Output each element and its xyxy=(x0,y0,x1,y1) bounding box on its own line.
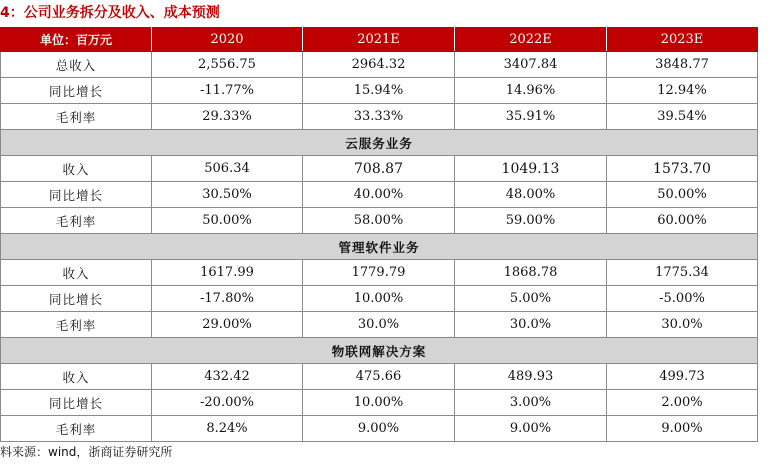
table-row xyxy=(1,182,758,208)
table-cell: 475.66 xyxy=(303,364,455,390)
table-cell: 29.00% xyxy=(152,312,303,338)
table-row xyxy=(1,364,758,390)
table-cell: 29.33% xyxy=(152,104,303,130)
table-cell: 3.00% xyxy=(455,390,607,416)
row-label: 同比增长 xyxy=(1,286,152,312)
table-cell: 9.00% xyxy=(455,416,607,442)
table-cell: 9.00% xyxy=(303,416,455,442)
table-cell: -5.00% xyxy=(607,286,758,312)
table-cell: -17.80% xyxy=(152,286,303,312)
table-cell: 1775.34 xyxy=(607,260,758,286)
row-label: 同比增长 xyxy=(1,182,152,208)
table-cell: 2964.32 xyxy=(303,52,455,78)
table-cell: 1573.70 xyxy=(607,156,758,182)
table-row xyxy=(1,416,758,442)
table-cell: 39.54% xyxy=(607,104,758,130)
table-cell: 2.00% xyxy=(607,390,758,416)
year-header: 2020 xyxy=(152,28,303,52)
table-row xyxy=(1,312,758,338)
section-title: 物联网解决方案 xyxy=(1,338,758,364)
row-label: 总收入 xyxy=(1,52,152,78)
row-label: 毛利率 xyxy=(1,312,152,338)
table-cell: 2,556.75 xyxy=(152,52,303,78)
table-cell: 10.00% xyxy=(303,286,455,312)
section-header-software xyxy=(1,234,758,260)
source-note: 料来源：wind，浙商证券研究所 xyxy=(0,445,173,459)
table-cell: 30.0% xyxy=(303,312,455,338)
row-label: 同比增长 xyxy=(1,78,152,104)
table-cell: 60.00% xyxy=(607,208,758,234)
table-row xyxy=(1,260,758,286)
table-cell: 30.50% xyxy=(152,182,303,208)
row-label: 同比增长 xyxy=(1,390,152,416)
table-cell: 432.42 xyxy=(152,364,303,390)
table-cell: 59.00% xyxy=(455,208,607,234)
table-cell: 9.00% xyxy=(607,416,758,442)
section-header-iot xyxy=(1,338,758,364)
header-row xyxy=(1,28,758,52)
year-header: 2022E xyxy=(455,28,607,52)
table-cell: 10.00% xyxy=(303,390,455,416)
table-row xyxy=(1,390,758,416)
forecast-table xyxy=(0,27,758,442)
row-label: 毛利率 xyxy=(1,208,152,234)
table-row xyxy=(1,104,758,130)
table-cell: 1779.79 xyxy=(303,260,455,286)
table-cell: 40.00% xyxy=(303,182,455,208)
row-label: 收入 xyxy=(1,364,152,390)
table-cell: -11.77% xyxy=(152,78,303,104)
table-cell: 1617.99 xyxy=(152,260,303,286)
table-cell: 30.0% xyxy=(607,312,758,338)
row-label: 收入 xyxy=(1,156,152,182)
table-cell: 5.00% xyxy=(455,286,607,312)
table-cell: 58.00% xyxy=(303,208,455,234)
table-cell: 50.00% xyxy=(607,182,758,208)
section-header-cloud xyxy=(1,130,758,156)
table-cell: 14.96% xyxy=(455,78,607,104)
table-cell: 506.34 xyxy=(152,156,303,182)
table-cell: 50.00% xyxy=(152,208,303,234)
year-header: 2023E xyxy=(607,28,758,52)
table-row xyxy=(1,286,758,312)
table-cell: -20.00% xyxy=(152,390,303,416)
table-cell: 708.87 xyxy=(303,156,455,182)
table-cell: 3407.84 xyxy=(455,52,607,78)
table-row xyxy=(1,156,758,182)
year-header: 2021E xyxy=(303,28,455,52)
table-title: 4：公司业务拆分及收入、成本预测 xyxy=(0,5,220,21)
table-row xyxy=(1,78,758,104)
row-label: 毛利率 xyxy=(1,416,152,442)
table-cell: 33.33% xyxy=(303,104,455,130)
table-cell: 12.94% xyxy=(607,78,758,104)
table-cell: 1868.78 xyxy=(455,260,607,286)
section-title: 管理软件业务 xyxy=(1,234,758,260)
table-cell: 1049.13 xyxy=(455,156,607,182)
table-cell: 499.73 xyxy=(607,364,758,390)
table-cell: 15.94% xyxy=(303,78,455,104)
table-cell: 35.91% xyxy=(455,104,607,130)
table-cell: 30.0% xyxy=(455,312,607,338)
table-row xyxy=(1,52,758,78)
unit-header: 单位：百万元 xyxy=(1,28,152,52)
table-cell: 3848.77 xyxy=(607,52,758,78)
row-label: 毛利率 xyxy=(1,104,152,130)
table-cell: 8.24% xyxy=(152,416,303,442)
section-title: 云服务业务 xyxy=(1,130,758,156)
row-label: 收入 xyxy=(1,260,152,286)
table-row xyxy=(1,208,758,234)
table-cell: 48.00% xyxy=(455,182,607,208)
table-cell: 489.93 xyxy=(455,364,607,390)
